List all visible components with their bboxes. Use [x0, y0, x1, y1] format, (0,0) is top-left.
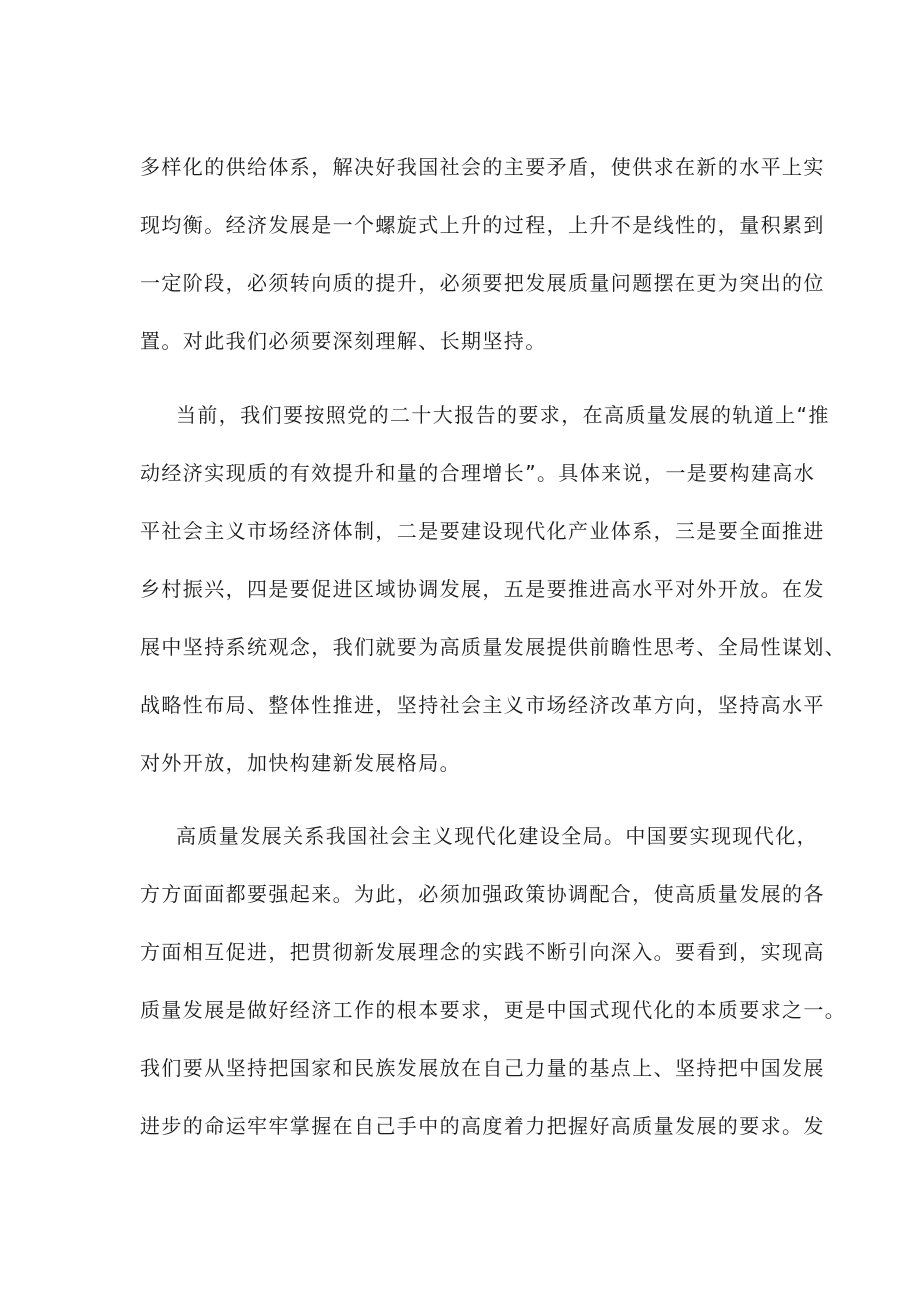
text-line: 置。对此我们必须要深刻理解、长期坚持。 — [140, 329, 547, 353]
text-line: 多样化的供给体系，解决好我国社会的主要矛盾，使供求在新的水平上实 — [140, 155, 825, 179]
text-line: 平社会主义市场经济体制，二是要建设现代化产业体系，三是要全面推进 — [140, 519, 825, 543]
text-line: 方面相互促进，把贯彻新发展理念的实践不断引向深入。要看到，实现高 — [140, 940, 825, 964]
text-line: 现均衡。经济发展是一个螺旋式上升的过程，上升不是线性的，量积累到 — [140, 213, 825, 237]
text-line: 展中坚持系统观念，我们就要为高质量发展提供前瞻性思考、全局性谋划、 — [140, 635, 847, 659]
text-line: 战略性布局、整体性推进，坚持社会主义市场经济改革方向，坚持高水平 — [140, 693, 825, 717]
text-line: 方方面面都要强起来。为此，必须加强政策协调配合，使高质量发展的各 — [140, 882, 825, 906]
text-line: 对外开放，加快构建新发展格局。 — [140, 751, 461, 775]
text-line: 我们要从坚持把国家和民族发展放在自己力量的基点上、坚持把中国发展 — [140, 1056, 825, 1080]
text-line: 当前，我们要按照党的二十大报告的要求，在高质量发展的轨道上“推 — [176, 403, 830, 427]
text-line: 一定阶段，必须转向质的提升，必须要把发展质量问题摆在更为突出的位 — [140, 271, 825, 295]
text-line: 动经济实现质的有效提升和量的合理增长”。具体来说，一是要构建高水 — [140, 461, 816, 485]
text-line: 进步的命运牢牢掌握在自己手中的高度着力把握好高质量发展的要求。发 — [140, 1114, 825, 1138]
text-line: 乡村振兴，四是要促进区域协调发展，五是要推进高水平对外开放。在发 — [140, 577, 825, 601]
text-line: 质量发展是做好经济工作的根本要求，更是中国式现代化的本质要求之一。 — [140, 998, 847, 1022]
text-line: 高质量发展关系我国社会主义现代化建设全局。中国要实现现代化， — [176, 824, 818, 848]
